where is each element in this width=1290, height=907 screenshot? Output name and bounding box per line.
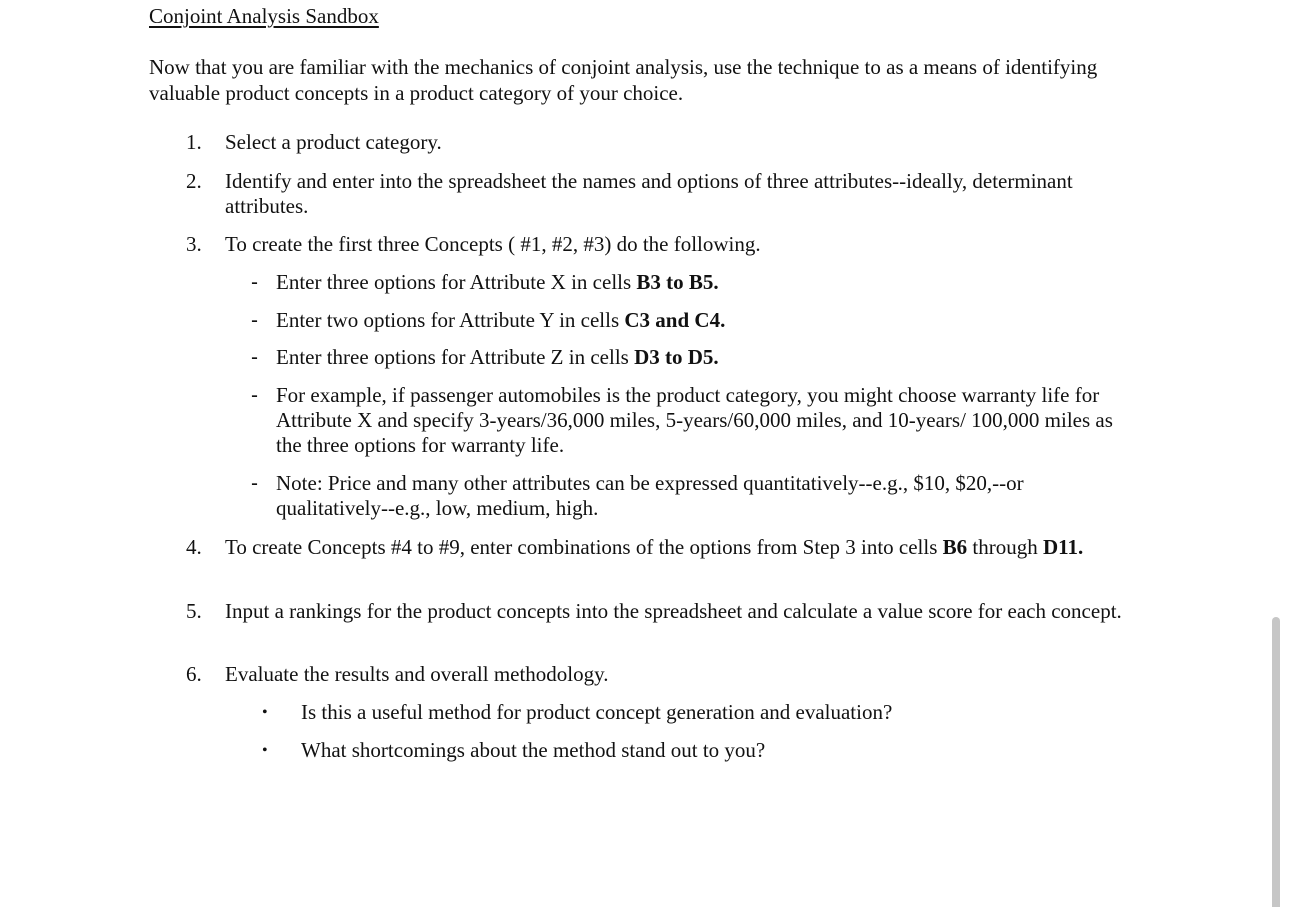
list-number: 1.	[186, 130, 202, 154]
sub-item-text: Enter three options for Attribute Z in cells	[276, 345, 635, 369]
list-number: 6.	[186, 662, 202, 686]
sub-item-example	[149, 383, 1149, 461]
dash-marker: -	[251, 384, 258, 407]
sub-item-text: For example, if passenger automobiles is the product category, you might choose warranty life for Attribute X and specify 3-years/36,000 miles, 5-years/60,000 miles, and 10-years/ 100,000 miles as the three options for warranty life.	[276, 383, 1113, 457]
list-item-step-5	[149, 599, 1149, 651]
list-item-text: To create Concepts #4 to #9, enter combinations of the options from Step 3 into cells	[225, 535, 943, 559]
sub-item-note	[149, 471, 1149, 523]
cell-range: C3 and C4.	[624, 308, 726, 332]
list-item-text: Select a product category.	[225, 130, 442, 154]
bullet-item-useful-method	[149, 700, 1149, 726]
list-item-step-4	[149, 535, 1149, 587]
sub-item-text: Enter two options for Attribute Y in cells	[276, 308, 625, 332]
scrollbar-thumb[interactable]	[1272, 617, 1280, 907]
bullet-item-text: Is this a useful method for product concept generation and evaluation?	[301, 700, 893, 724]
bullet-item-shortcomings	[149, 738, 1149, 764]
dash-marker: -	[251, 472, 258, 495]
list-number: 3.	[186, 232, 202, 256]
list-item-step-1	[149, 130, 1149, 156]
sub-item-text: Note: Price and many other attributes can be expressed quantitatively--e.g., $10, $20,--or qualitatively--e.g., low, medium, high.	[276, 471, 1024, 520]
cell-range: D3 to D5.	[634, 345, 719, 369]
list-item-text-mid: through	[967, 535, 1043, 559]
list-item-step-6	[149, 662, 1149, 688]
cell-ref-end: D11.	[1042, 535, 1084, 559]
list-item-text: Evaluate the results and overall methodology.	[225, 662, 609, 686]
bullet-item-text: What shortcomings about the method stand out to you?	[301, 738, 766, 762]
dash-marker: -	[251, 271, 258, 294]
cell-ref-start: B6	[942, 535, 968, 559]
sub-item-attribute-z	[149, 345, 1149, 371]
list-item-text: Input a rankings for the product concepts into the spreadsheet and calculate a value score for each concept.	[225, 599, 1122, 623]
dash-marker: -	[251, 346, 258, 369]
list-number: 5.	[186, 599, 202, 623]
list-number: 2.	[186, 169, 202, 193]
document-title: Conjoint Analysis Sandbox	[149, 4, 379, 28]
bullet-marker: •	[262, 704, 268, 721]
list-item-step-2	[149, 169, 1149, 221]
list-item-text: Identify and enter into the spreadsheet the names and options of three attributes--ideally, determinant attributes.	[225, 169, 1073, 218]
list-item-step-3	[149, 232, 1149, 258]
intro-paragraph: Now that you are familiar with the mechanics of conjoint analysis, use the technique to as a means of identifying valuable product concepts in a product category of your choice.	[149, 55, 1098, 105]
bullet-marker: •	[262, 742, 268, 759]
cell-range: B3 to B5.	[636, 270, 719, 294]
dash-marker: -	[251, 309, 258, 332]
list-item-text: To create the first three Concepts ( #1, #2, #3) do the following.	[225, 232, 761, 256]
list-number: 4.	[186, 535, 202, 559]
sub-item-attribute-y	[149, 308, 1149, 334]
sub-item-text: Enter three options for Attribute X in cells	[276, 270, 637, 294]
sub-item-attribute-x	[149, 270, 1149, 296]
